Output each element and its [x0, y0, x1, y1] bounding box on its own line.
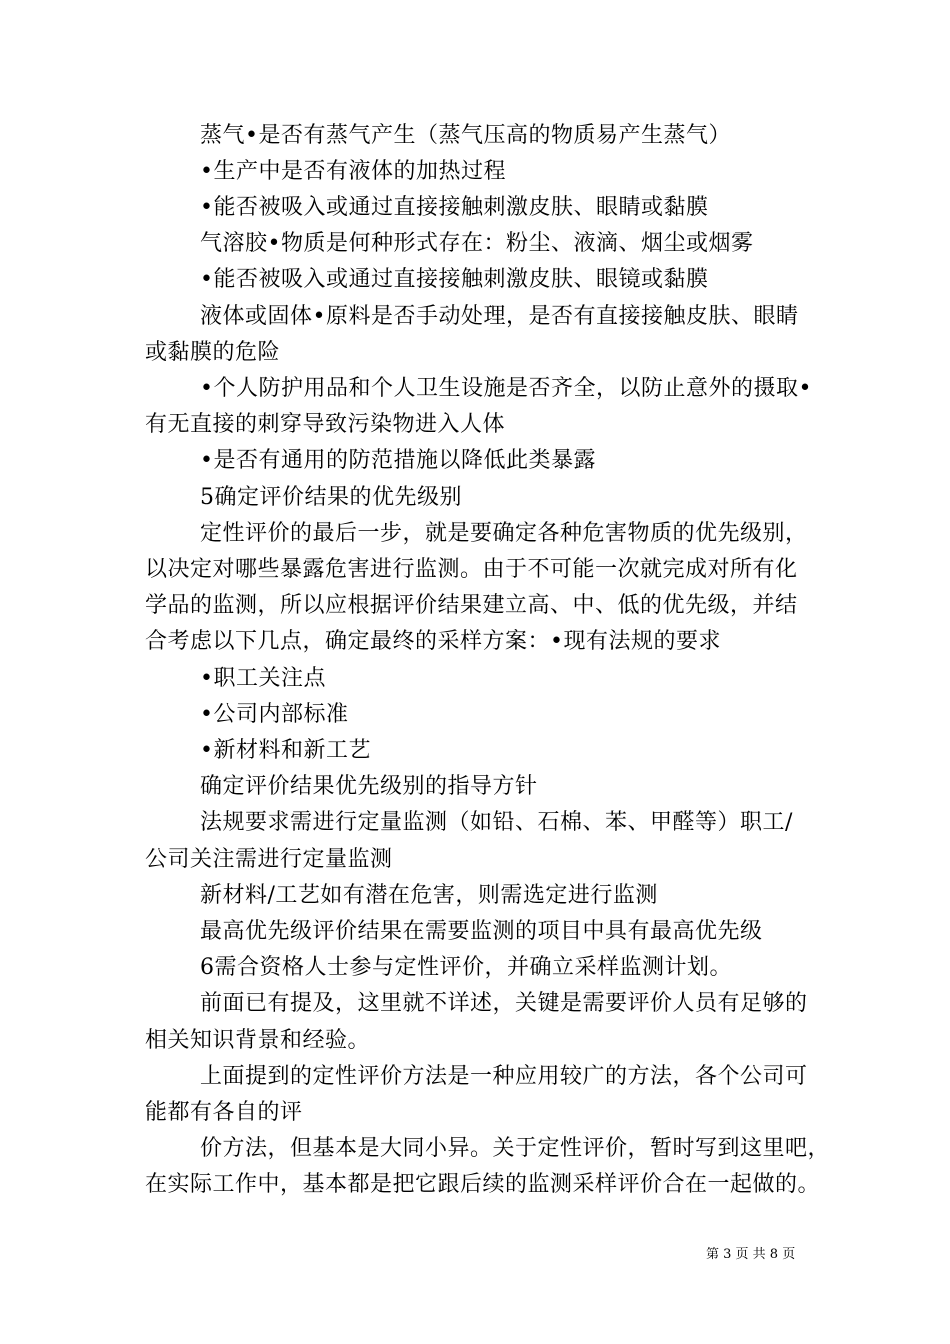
text-line: •能否被吸入或通过直接接触刺激皮肤、眼镜或黏膜 — [200, 267, 709, 292]
text-line: 在实际工作中，基本都是把它跟后续的监测采样评价合在一起做的。 — [145, 1172, 821, 1197]
section-heading: 6需合资格人士参与定性评价，并确立采样监测计划。 — [200, 955, 732, 980]
text-line: •公司内部标准 — [200, 702, 349, 727]
text-line: 气溶胶•物质是何种形式存在：粉尘、液滴、烟尘或烟雾 — [200, 231, 754, 256]
text-line: 前面已有提及，这里就不详述，关键是需要评价人员有足够的 — [200, 991, 808, 1016]
text-line: 最高优先级评价结果在需要监测的项目中具有最高优先级 — [200, 919, 763, 944]
text-line: •新材料和新工艺 — [200, 738, 371, 763]
text-line: 能都有各自的评 — [145, 1100, 303, 1125]
text-line: 法规要求需进行定量监测（如铅、石棉、苯、甲醛等）职工/ — [200, 810, 793, 835]
page-number: 第 3 页 共 8 页 — [706, 1247, 796, 1262]
text-line: 合考虑以下几点，确定最终的采样方案：•现有法规的要求 — [145, 629, 721, 654]
text-line: 新材料/工艺如有潜在危害，则需选定进行监测 — [200, 883, 658, 908]
text-line: 确定评价结果优先级别的指导方针 — [200, 774, 538, 799]
text-line: 以决定对哪些暴露危害进行监测。由于不可能一次就完成对所有化 — [145, 557, 798, 582]
text-line: 液体或固体•原料是否手动处理，是否有直接接触皮肤、眼睛 — [200, 304, 799, 329]
section-heading: 5确定评价结果的优先级别 — [200, 485, 462, 510]
text-line: •是否有通用的防范措施以降低此类暴露 — [200, 448, 596, 473]
text-line: 有无直接的刺穿导致污染物进入人体 — [145, 412, 506, 437]
text-line: 上面提到的定性评价方法是一种应用较广的方法，各个公司可 — [200, 1064, 808, 1089]
text-line: 定性评价的最后一步，就是要确定各种危害物质的优先级别， — [200, 521, 808, 546]
text-line: •能否被吸入或通过直接接触刺激皮肤、眼睛或黏膜 — [200, 195, 709, 220]
text-line: •生产中是否有液体的加热过程 — [200, 159, 506, 184]
text-line: 学品的监测，所以应根据评价结果建立高、中、低的优先级，并结 — [145, 593, 798, 618]
text-line: 价方法，但基本是大同小异。关于定性评价，暂时写到这里吧， — [200, 1136, 831, 1161]
text-line: 公司关注需进行定量监测 — [145, 847, 393, 872]
text-line: 相关知识背景和经验。 — [145, 1028, 371, 1053]
text-line: 或黏膜的危险 — [145, 340, 281, 365]
text-line: •个人防护用品和个人卫生设施是否齐全，以防止意外的摄取• — [200, 376, 812, 401]
text-line: •职工关注点 — [200, 666, 326, 691]
text-line: 蒸气•是否有蒸气产生（蒸气压高的物质易产生蒸气） — [200, 123, 731, 148]
